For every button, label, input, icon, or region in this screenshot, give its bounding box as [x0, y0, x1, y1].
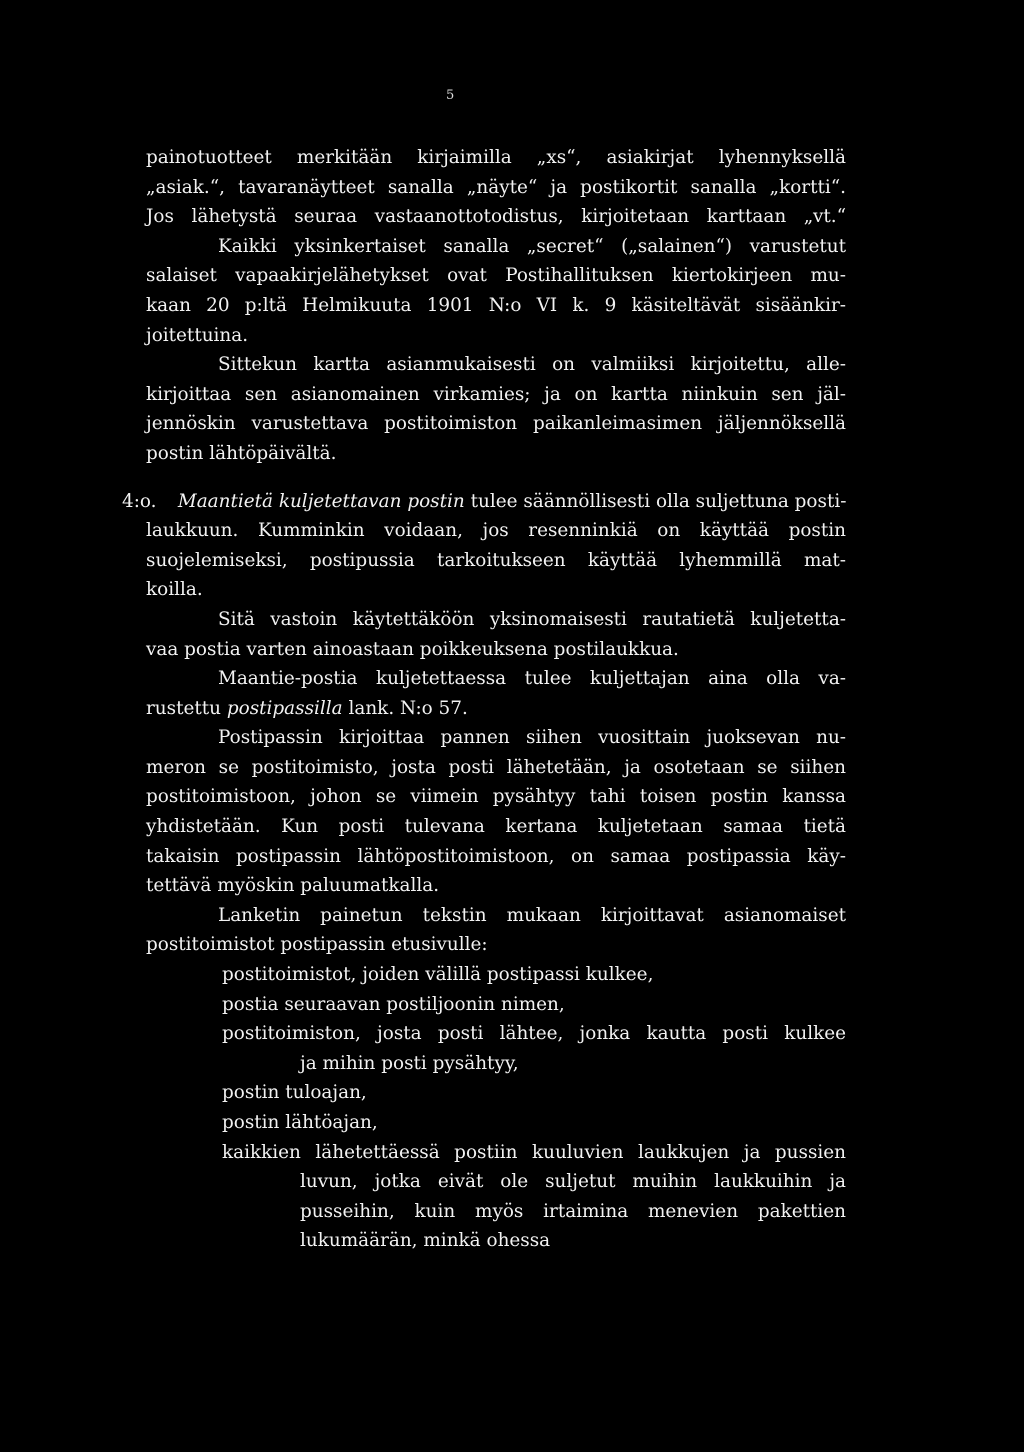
body-text: [122, 143, 847, 1256]
text-line: Jos lähetystä seuraa vastaanottotodistus, kirjoitetaan karttaan „vt.“: [146, 206, 846, 228]
text-line: suojelemiseksi, postipussia tarkoitukseen käyttää lyhemmillä mat-: [146, 549, 846, 571]
text-line: Maantie-postia kuljetettaessa tulee kuljettajan aina olla va-: [218, 668, 846, 690]
text-line: Postipassin kirjoittaa pannen siihen vuosittain juoksevan nu-: [218, 727, 846, 749]
section-title-italic: Maantietä kuljetettavan postin: [177, 490, 465, 512]
text-line: Lanketin painetun tekstin mukaan kirjoittavat asianomaiset: [218, 904, 846, 926]
list-item: postitoimistot, joiden välillä postipassi kulkee,: [222, 964, 654, 986]
text-span: tulee säännöllisesti olla suljettuna posti-: [470, 490, 847, 512]
list-item: postitoimiston, josta posti lähtee, jonka kautta posti kulkee: [222, 1023, 846, 1045]
text-line: kirjoittaa sen asianomainen virkamies; ja on kartta niinkuin sen jäl-: [146, 383, 846, 405]
text-line: meron se postitoimisto, josta posti lähetetään, ja osotetaan se siihen: [146, 756, 846, 778]
text-line: vaa postia varten ainoastaan poikkeuksena postilaukkua.: [146, 638, 679, 660]
text-line: yhdistetään. Kun posti tulevana kertana kuljetetaan samaa tietä: [146, 816, 846, 838]
text-line: laukkuun. Kumminkin voidaan, jos resenninkiä on käyttää postin: [146, 520, 846, 542]
text-line: kaan 20 p:ltä Helmikuuta 1901 N:o VI k. 9 käsiteltävät sisäänkir-: [146, 294, 846, 316]
list-item-continuation: pusseihin, kuin myös irtaimina menevien pakettien: [300, 1200, 846, 1222]
section-heading-line: [122, 487, 847, 517]
text-line: salaiset vapaakirjelähetykset ovat Postihallituksen kiertokirjeen mu-: [146, 265, 846, 287]
page-number: 5: [446, 88, 455, 103]
text-line: postitoimistot postipassin etusivulle:: [146, 934, 488, 956]
text-line: [146, 694, 846, 724]
text-line: „asiak.“, tavaranäytteet sanalla „näyte“ ja postikortit sanalla „kortti“.: [146, 176, 846, 198]
list-item: kaikkien lähetettäessä postiin kuuluvien laukkujen ja pussien: [222, 1141, 846, 1163]
text-line: tettävä myöskin paluumatkalla.: [146, 875, 440, 897]
text-line: Sitä vastoin käytettäköön yksinomaisesti rautatietä kuljetetta-: [218, 608, 846, 630]
list-item: postin tuloajan,: [222, 1082, 367, 1104]
text-line: Kaikki yksinkertaiset sanalla „secret“ („salainen“) varustetut: [218, 235, 846, 257]
text-line: painotuotteet merkitään kirjaimilla „xs“, asiakirjat lyhennyksellä: [146, 147, 846, 168]
list-item-continuation: luvun, jotka eivät ole suljetut muihin laukkuihin ja: [300, 1171, 846, 1193]
text-line: jennöskin varustettava postitoimiston paikanleimasimen jäljennöksellä: [146, 413, 846, 435]
list-item-continuation: lukumäärän, minkä ohessa: [300, 1230, 551, 1252]
text-line: koilla.: [146, 579, 203, 601]
italic-term: postipassilla: [226, 697, 343, 719]
list-item: postia seuraavan postiljoonin nimen,: [222, 993, 565, 1015]
text-line: postin lähtöpäivältä.: [146, 442, 337, 464]
text-line: Sittekun kartta asianmukaisesti on valmiiksi kirjoitettu, alle-: [218, 354, 846, 376]
list-item-continuation: ja mihin posti pysähtyy,: [300, 1052, 519, 1074]
list-item: postin lähtöajan,: [222, 1112, 378, 1133]
text-span: lank. N:o 57.: [348, 697, 468, 719]
text-span: rustettu: [146, 697, 221, 719]
text-line: postitoimistoon, johon se viimein pysähtyy tahi toisen postin kanssa: [146, 786, 846, 808]
section-number: 4:o.: [122, 490, 157, 512]
text-line: takaisin postipassin lähtöpostitoimistoon, on samaa postipassia käy-: [146, 845, 846, 867]
text-line: joitettuina.: [146, 324, 249, 346]
